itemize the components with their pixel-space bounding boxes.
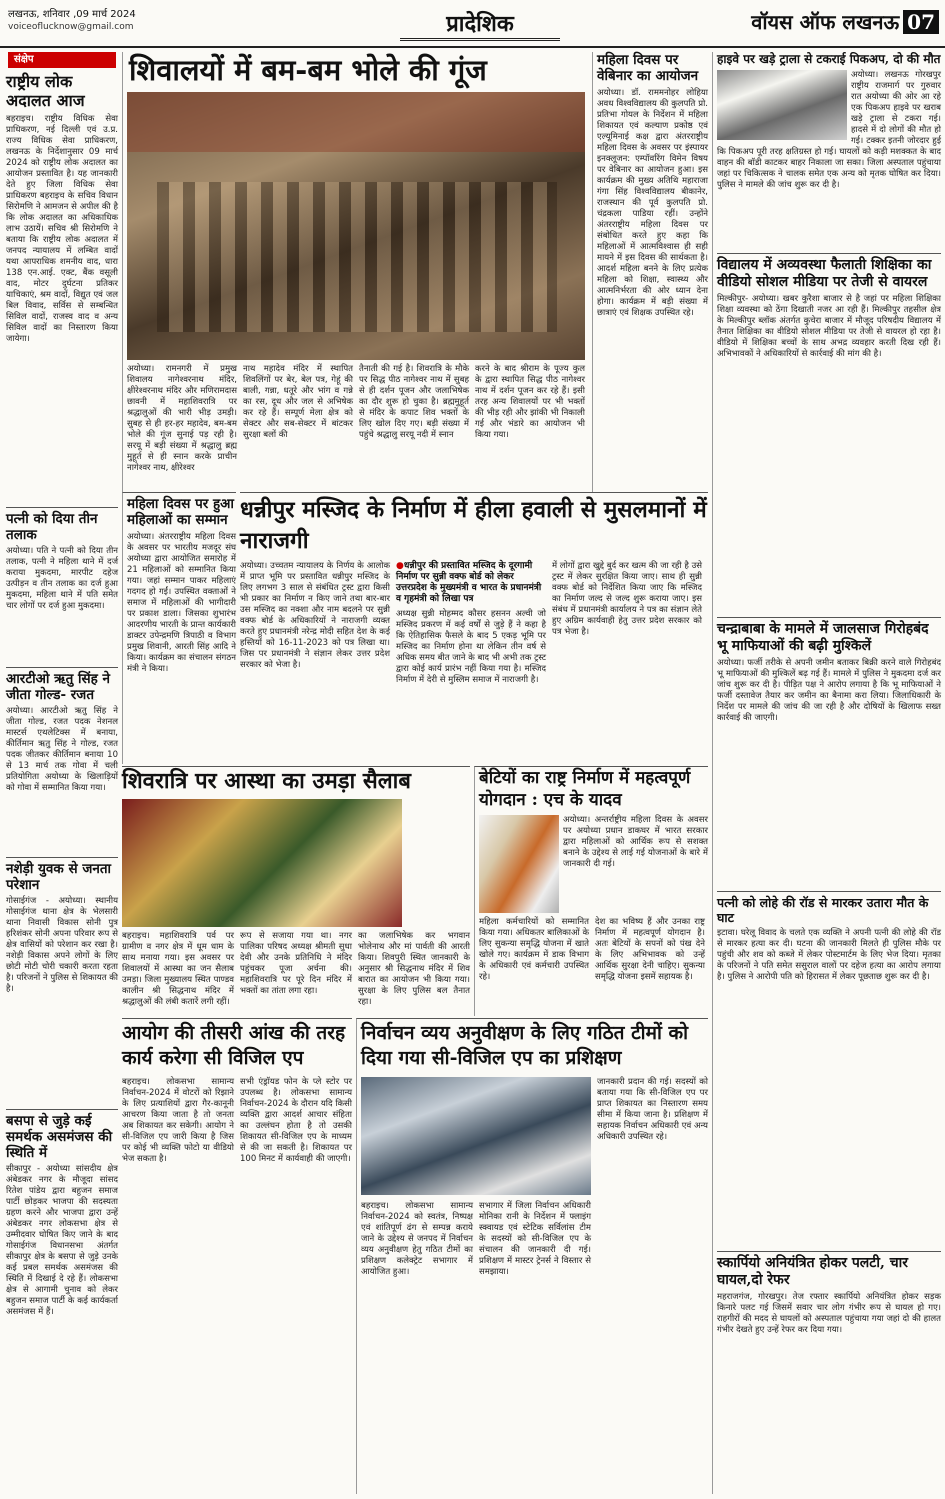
- cvigil-col-2: सभी एंड्रॉयड फोन के प्ले स्टोर पर उपलब्ध है। लोकसभा सामान्य निर्वाचन-2024 के दौरान यदि किसी व्यक्ति द्वारा आदर्श आचार संहिता का उल्लंघन होता है तो उसकी शिकायत सी-विजिल एप के माध्यम से की जा सकती है। शिकायत पर 100 मिनट में कार्यवाही की जाएगी।: [240, 1077, 352, 1164]
- lead-col-3: तैनाती की गई है। शिवरात्रि के मौके पर सिद्ध पीठ नागेश्वर नाथ में सुबह से ही दर्शन पूजन और जलाभिषेक का दौर शुरू हो चुका है। ब्रह्ममुहूर्त से मंदिर के कपाट शिव भक्तों के लिए खोल दिए गए। बड़ी संख्या में पहुंचे श्रद्धालु सरयू नदी में स्नान: [359, 364, 469, 440]
- date: लखनऊ, शनिवार ,09 मार्च 2024: [8, 9, 136, 20]
- left-article-1: बहराइच। राष्ट्रीय विधिक सेवा प्राधिकरण, नई दिल्ली एवं उ.प्र. राज्य विधिक सेवा प्राधिकरण, लखनऊ के निर्देशानुसार 09 मार्च 2024 को राष्ट्रीय लोक अदालत का आयोजन प्रस्तावित है। यह जानकारी देते हुए जिला विधिक सेवा प्राधिकरण बहराइच के सचिव विधान सिरोमणि ने आमजन से अपील की है कि लोक अदालत का अधिकाधिक लाभ उठायें। सचिव श्री सिरोमणि ने बताया कि राष्ट्रीय लोक अदालत में जनपद न्यायालय में लम्बित वादों यथा आपराधिक शमनीय वाद, धारा 138 एन.आई. एक्ट, बैंक वसूली वाद, मोटर दुर्घटना प्रतिकर याचिकाएं, श्रम वादों, विद्युत एवं जल बिल विवाद, सर्विस से सम्बन्धित सिविल वादों, राजस्व वाद व अन्य सिविल वादों का निस्तारण किया जायेगा।: [6, 114, 118, 344]
- shivratri-col-3: का जलाभिषेक कर भगवान भोलेनाथ और मां पार्वती की आरती किया। शिवपुरी स्थित जानकारी के अनुसार श्री सिद्धनाथ मंदिर में शिव बारात का आयोजन भी किया गया। सुरक्षा के लिए पुलिस बल तैनात रहा।: [358, 931, 470, 1007]
- daughters-col-2: महिला कर्मचारियों को सम्मानित किया गया। अधिकतर बालिकाओं के लिए सुकन्या समृद्धि योजना में खाते खोले गए। कार्यक्रम में डाक विभाग के अधिकारी एवं कर्मचारी उपस्थित रहे।: [479, 917, 589, 982]
- mosque-col-2: अध्यक्ष सुन्नी मोहम्मद कौसर हसनन अल्वी जो मस्जिद प्रकरण में कई वर्षों से जुड़े हैं ने कहा है कि ऐतिहासिक फैसले के बाद 5 एकड़ भूमि पर मस्जिद का निर्माण होना था लेकिन तीन वर्ष से अधिक समय बीत जाने के बाद भी अभी तक ट्रस्ट द्वारा कोई कार्य प्रारंभ नहीं किया गया है। मस्जिद निर्माण में देरी से मुस्लिम समाज में नाराजगी है।: [396, 609, 546, 685]
- right-headline-5: स्कार्पियो अनियंत्रित होकर पलटी, चार घायल,दो रेफर: [717, 1255, 908, 1288]
- right-headline-2: विद्यालय में अव्यवस्था फैलाती शिक्षिका का वीडियो सोशल मीडिया पर तेजी से वायरल: [717, 257, 932, 290]
- shivratri-col-2: रूप से सजाया गया था। नगर पालिका परिषद अध्यक्ष श्रीमती सुधा देवी और उनके प्रतिनिधि ने मंदिर पहुंचकर पूजा अर्चना की। महाशिवरात्रि पर पूरे दिन मंदिर में भक्तों का तांता लगा रहा।: [240, 931, 352, 996]
- training-col-1: बहराइच। लोकसभा सामान्य निर्वाचन-2024 को स्वतंत्र, निष्पक्ष एवं शांतिपूर्ण ढंग से सम्पन्न कराये जाने के उद्देश्य से जनपद में निर्वाचन व्यय अनुवीक्षण हेतु गठित टीमों का प्रशिक्षण कलेक्ट्रेट सभागार में आयोजित हुआ।: [361, 1201, 473, 1277]
- shivratri-story: [122, 766, 470, 1016]
- training-headline: निर्वाचन व्यय अनुवीक्षण के लिए गठित टीमों को दिया गया सी-विजिल एप का प्रशिक्षण: [361, 1022, 688, 1069]
- lead-story: [122, 52, 587, 492]
- lead-col-1: अयोध्या। रामनगरी में प्रमुख शिवालय नागेश्वरनाथ मंदिर, क्षीरेश्वरनाथ मंदिर और मणिरामदास छावनी में महाशिवरात्रि पर श्रद्धालुओं की भारी भीड़ उमड़ी। सुबह से ही हर-हर महादेव, बम-बम भोले की गूंज सुनाई पड़ रही है। सरयू में बड़ी संख्या में श्रद्धालु ब्रह्म मुहूर्त से ही स्नान करके प्राचीन नागेश्वर नाथ, क्षीरेश्वर: [127, 364, 237, 473]
- training-photo: [361, 1077, 591, 1195]
- webinar-story: [592, 52, 708, 492]
- webinar-headline: महिला दिवस पर वेबिनार का आयोजन: [597, 52, 699, 84]
- right-article-1: अयोध्या। लखनऊ गोरखपुर राष्ट्रीय राजमार्ग पर गुरुवार रात अयोध्या की ओर आ रहे एक पिकअप हाइवे पर खराब खड़े ट्राला से टकरा गई। हादसे में दो लोगों की मौत हो गई। टक्कर इतनी जोरदार हुई कि पिकअप पूरी तरह क्षतिग्रस्त हो गई। घायलों को कड़ी मशक्कत के बाद वाहन की बॉडी काटकर बाहर निकाला जा सका। जिला अस्पताल पहुंचाया जहां पर चिकित्सक ने चालक समेत एक अन्य को मृतक घोषित कर दिया। पुलिस ने मामले की जांच शुरू कर दी है।: [717, 70, 941, 190]
- right-column: [712, 52, 941, 1494]
- left-headline-3: आरटीओ ऋतु सिंह ने जीता गोल्ड- रजत: [6, 671, 111, 703]
- right-article-2: मिल्कीपुर- अयोध्या। खबर कुरैशा बाजार से है जहां पर महिला शिक्षिका शिक्षा व्यवस्था को ठेंगा दिखाती नजर आ रही हैं। मिल्कीपुर तहसील क्षेत्र के मिल्कीपुर ब्लॉक अंतर्गत कुचेरा बाजार में मौजूद परिषदीय विद्यालय में तैनात शिक्षिका का वीडियो सोशल मीडिया पर तेजी से वायरल हो रहा है। वीडियो में शिक्षिका बच्चों के साथ अभद्र व्यवहार करती दिख रही हैं। अभिभावकों ने अधिकारियों से कार्रवाई की मांग की है।: [717, 294, 941, 359]
- left-article-2: अयोध्या। पति ने पत्नी को दिया तीन तलाक, पत्नी ने महिला थाने में दर्ज कराया मुकदमा, मारपीट दहेज उत्पीड़न व तीन तलाक का दर्ज हुआ मुकदमा, महिला थाने में पति समेत चार लोगों पर दर्ज हुआ मुकदमा।: [6, 546, 118, 611]
- date-line: [8, 8, 136, 34]
- masthead: [0, 0, 945, 48]
- mosque-headline: धन्नीपुर मस्जिद के निर्माण में हीला हवाली से मुसलमानों में नाराजगी: [240, 497, 707, 554]
- mosque-col-3: में लोगों द्वारा खुद्दे बुर्द कर खत्म की जा रही है उसे ट्रस्ट में लेकर सुरक्षित किया जाए। साथ ही सुन्नी वक्फ बोर्ड को निर्देशित किया जाए कि मस्जिद का निर्माण जल्द से जल्द शुरू कराया जाए। इस संबंध में प्रधानमंत्री कार्यालय ने पत्र का संज्ञान लेते हुए अग्रिम कार्यवाही हेतु उत्तर प्रदेश सरकार को पत्र भेजा है।: [552, 561, 702, 637]
- left-article-5: सीकापुर - अयोध्या सांसदीय क्षेत्र अंबेडकर नगर के मौजूदा सांसद रितेश पांडेय द्वारा बहुजन समाज पार्टी छोड़कर भाजपा की सदस्यता ग्रहण करने और भाजपा द्वारा उन्हें अंबेडकर नगर लोकसभा क्षेत्र से उम्मीदवार घोषित किए जाने के बाद गोसाईगंज विधानसभा अंतर्गत सीकापुर क्षेत्र के बसपा से जुड़े उनके कई प्रबल समर्थक असमंजस की स्थिति में दिखाई दे रहे हैं। लोकसभा क्षेत्र से आगामी चुनाव को लेकर बहुजन समाज पार्टी के कई कार्यकर्ता असमंजस में हैं।: [6, 1164, 118, 1317]
- left-column: [6, 72, 118, 1494]
- right-headline-3: चन्द्राबाबा के मामले में जालसाज गिरोहबंद भू माफियाओं की बढ़ी मुश्किलें: [717, 621, 929, 654]
- left-headline-5: बसपा से जुड़े कई समर्थक असमंजस की स्थिति में: [6, 1113, 113, 1161]
- womens-day-body: अयोध्या। अंतरराष्ट्रीय महिला दिवस के अवसर पर भारतीय मजदूर संघ अयोध्या द्वारा आयोजित समारोह में 21 महिलाओं को सम्मानित किया गया। जहां सम्मान पाकर महिलाएं गदगद हो गईं। उपस्थित वक्ताओं ने समाज में महिलाओं की भागीदारी पर प्रकाश डाला। जिसका शुभारंभ आदरणीय भारती के प्रान्त कार्यकारी डाक्टर उपेन्द्रमणि त्रिपाठी व विभाग प्रमुख शिवानी, आरती सिंह आदि ने किया। कार्यक्रम का संचालन संगठन मंत्री ने किया।: [127, 532, 236, 674]
- accident-photo: [717, 70, 847, 140]
- brand-logo: वॉयस ऑफ लखनऊ: [751, 10, 900, 34]
- left-article-3: अयोध्या। आरटीओ ऋतु सिंह ने जीता गोल्ड, रजत पदक नेशनल मास्टर्स एथलेटिक्स में बनाया, कीर्तिमान ऋतु सिंह ने गोल्ड, रजत पदक जीतकर कीर्तिमान बनाया 10 से 13 मार्च तक गोवा में चली प्रतियोगिता अयोध्या के खिलाड़ियों को गोवा में सम्मानित किया गया।: [6, 706, 118, 793]
- right-headline-4: पत्नी को लोहे की रॉड से मारकर उतारा मौत के घाट: [717, 895, 929, 925]
- training-col-2: सभागार में जिला निर्वाचन अधिकारी मोनिका रानी के निर्देशन में फ्लाइंग स्क्वायड एवं स्टेटिक सर्विलांस टीम के सदस्यों को सी-विजिल एप के संचालन की जानकारी दी गई। प्रशिक्षण में मास्टर ट्रेनर्स ने विस्तार से समझाया।: [479, 1201, 591, 1277]
- section-title: प्रादेशिक: [400, 8, 560, 41]
- daughters-col-1: अयोध्या। अन्तर्राष्ट्रीय महिला दिवस के अवसर पर अयोध्या प्रधान डाकघर में भारत सरकार द्वारा महिलाओं को आर्थिक रूप से सशक्त बनाने के उद्देश्य से लाई गई योजनाओं के बारे में जानकारी दी गई।: [563, 815, 708, 869]
- daughters-headline: बेटियों का राष्ट्र निर्माण में महत्वपूर्ण योगदान : एच के यादव: [479, 768, 691, 810]
- lead-col-4: करने के बाद श्रीराम के पूज्य कुल के द्वारा स्थापित सिद्ध पीठ नागेश्वर नाथ में दर्शन पूजन कर रहे हैं। इसी तरह अन्य शिवालयों पर भी भक्तों की भीड़ रही और झांकी भी निकाली गई और भंडारे का आयोजन भी किया गया।: [475, 364, 585, 440]
- training-story: [356, 1018, 708, 1494]
- shivratri-photo: [122, 799, 402, 927]
- shivratri-headline: शिवरात्रि पर आस्था का उमड़ा सैलाब: [122, 768, 411, 794]
- womens-day-headline: महिला दिवस पर हुआ महिलाओं का सम्मान: [127, 496, 234, 528]
- brand-block: [751, 8, 939, 35]
- cvigil-col-1: बहराइच। लोकसभा सामान्य निर्वाचन-2024 में वोटरों को रिझाने के लिए प्रत्याशियों द्वारा गैर-कानूनी आचरण किया जाता है तो जनता अब शिकायत कर सकेगी। आयोग ने सी-विजिल एप जारी किया है जिस पर कोई भी व्यक्ति फोटो या वीडियो भेज सकता है।: [122, 1077, 234, 1164]
- left-article-4: गोसाईगंज - अयोध्या। स्थानीय गोसाईगंज थाना क्षेत्र के भेलसारी थाना निवासी विकास सोनी पुत्र हरिशंकर सोनी अपना परिवार रूप से क्षेत्र वासियों को परेशान कर रखा है। नशेड़ी विकास अपने लोगों के लिए छोटी मोटी चोरी चकारी करता रहता है। परिजनों ने पुलिस से शिकायत की है।: [6, 896, 118, 994]
- left-headline-2: पत्नी को दिया तीन तलाक: [6, 511, 98, 543]
- left-headline-4: नशेड़ी युवक से जनता परेशान: [6, 861, 112, 893]
- shivratri-col-1: बहराइच। महाशिवरात्रि पर्व पर ग्रामीण व नगर क्षेत्र में धूम धाम के साथ मनाया गया। इस अवसर पर शिवालयों में आस्था का जन सैलाब उमड़ा। जिला मुख्यालय स्थित पाण्डव कालीन श्री सिद्धनाथ मंदिर में श्रद्धालुओं की लंबी कतारें लगी रहीं।: [122, 931, 234, 1007]
- email: voiceoflucknow@gmail.com: [8, 22, 134, 32]
- sidebar-tag: संक्षेप: [8, 52, 116, 68]
- cvigil-story: [122, 1018, 352, 1494]
- mosque-col-1: अयोध्या। उच्चतम न्यायालय के निर्णय के आलोक में प्राप्त भूमि पर प्रस्तावित धन्नीपुर मस्जिद के लिए लगभग 3 साल से संबंधित ट्रस्ट द्वारा किसी भी प्रकार का निर्माण न किए जाने तथा बार-बार उस मस्जिद का नक्शा और नाम बदलने पर सुन्नी वक्फ बोर्ड के अधिकारियों ने नाराजगी व्यक्त करते हुए प्रधानमंत्री नरेन्द्र मोदी सहित देश के कई हस्तियों को 16-11-2023 को पत्र लिखा था। जिस पर प्रधानमंत्री ने संज्ञान लेकर उत्तर प्रदेश सरकार को भेजा है।: [240, 561, 390, 670]
- training-col-3: जानकारी प्रदान की गई। सदस्यों को बताया गया कि सी-विजिल एप पर प्राप्त शिकायत का निस्तारण समय सीमा में किया जाना है। प्रशिक्षण में सहायक निर्वाचन अधिकारी एवं अन्य अधिकारी उपस्थित रहे।: [597, 1077, 708, 1142]
- right-article-4: इटावा। घरेलू विवाद के चलते एक व्यक्ति ने अपनी पत्नी की लोहे की रॉड से मारकर हत्या कर दी। घटना की जानकारी मिलते ही पुलिस मौके पर पहुंची और शव को कब्जे में लेकर पोस्टमार्टम के लिए भेज दिया। मृतका के परिजनों ने पति समेत ससुराल वालों पर दहेज हत्या का आरोप लगाया है। पुलिस ने आरोपी पति को हिरासत में लेकर पूछताछ शुरू कर दी है।: [717, 928, 941, 982]
- cvigil-headline: आयोग की तीसरी आंख की तरह कार्य करेगा सी विजिल एप: [122, 1022, 346, 1069]
- webinar-body: अयोध्या। डॉ. राममनोहर लोहिया अवध विश्वविद्यालय की कुलपति प्रो. प्रतिभा गोयल के निर्देशन में महिला शिकायत एवं कल्याण प्रकोष्ठ एवं एल्यूमिनाई कक्ष द्वारा अंतरराष्ट्रीय महिला दिवस के अवसर पर इंस्पायर इनक्लूजन: एम्पॉवरिंग विमेन विषय पर वेबिनार का आयोजन हुआ। इस कार्यक्रम की मुख्य अतिथि महाराजा गंगा सिंह विश्वविद्यालय बीकानेर, राजस्थान की पूर्व कुलपति प्रो. चंद्रकला पाडिया रहीं। उन्होंने अंतरराष्ट्रीय महिला दिवस पर संबोधित करते हुए कहा कि महिलाओं में आत्मविश्वास ही सही मायने में इस दिवस की सार्थकता है। आदर्श महिला बनने के लिए प्रत्येक महिला को शिक्षा, स्वास्थ्य और आत्मनिर्भरता की ओर ध्यान देना होगा। कार्यक्रम में बड़ी संख्या में छात्राएं एवं शिक्षक उपस्थित रहे।: [597, 88, 708, 318]
- page-number: 07: [903, 10, 939, 34]
- lead-headline: शिवालयों में बम-बम भोले की गूंज: [129, 53, 487, 87]
- mosque-highlight: ● धन्नीपुर की प्रस्तावित मस्जिद के दूरगामी निर्माण पर सुन्नी वक्फ बोर्ड को लेकर उत्तरप्रदेश के मुख्यमंत्री व भारत के प्रधानमंत्री व गृहमंत्री को लिखा पत्र: [396, 561, 546, 605]
- right-article-3: अयोध्या। फर्जी तरीके से अपनी जमीन बताकर बिक्री करने वाले गिरोहबंद भू माफियाओं की मुश्किलें बढ़ गई हैं। मामले में पुलिस ने मुकदमा दर्ज कर जांच शुरू कर दी है। पीड़ित पक्ष ने आरोप लगाया है कि भू माफियाओं ने फर्जी दस्तावेज तैयार कर जमीन का बैनामा करा लिया। जिलाधिकारी के निर्देश पर मामले की जांच की जा रही है और दोषियों के खिलाफ सख्त कार्रवाई की जाएगी।: [717, 658, 941, 723]
- right-headline-1: हाइवे पर खड़े ट्राला से टकराई पिकअप, दो की मौत: [717, 52, 941, 66]
- lead-photo: [127, 92, 585, 360]
- daughters-col-3: देश का भविष्य हैं और उनका राष्ट्र निर्माण में महत्वपूर्ण योगदान है। अतः बेटियों के सपनों को पंख देने के लिए अभिभावक को उन्हें आर्थिक सुरक्षा देनी चाहिए। सुकन्या समृद्धि योजना इसमें सहायक है।: [595, 917, 705, 982]
- right-article-5: महराजगंज, गोरखपुर। तेज रफ्तार स्कार्पियो अनियंत्रित होकर सड़क किनारे पलट गई जिसमें सवार चार लोग गंभीर रूप से घायल हो गए। राहगीरों की मदद से घायलों को अस्पताल पहुंचाया गया जहां दो की हालत गंभीर देखते हुए उन्हें रेफर कर दिया गया।: [717, 1292, 941, 1335]
- daughters-story: [474, 766, 708, 1016]
- lead-col-2: नाथ महादेव मंदिर में स्थापित शिवलिंगों पर बेर, बेल पत्र, गेहूं की बाली, गन्ना, धतूरे और भांग व गन्ने का रस, दूध और जल से अभिषेक कर रहे हैं। सम्पूर्ण मेला क्षेत्र को सेक्टर और सब-सेक्टर में बांटकर सुरक्षा बलों की: [243, 364, 353, 440]
- left-headline-1: राष्ट्रीय लोक अदालत आज: [6, 72, 85, 110]
- daughters-photo: [479, 815, 559, 913]
- womens-day-story: [122, 492, 236, 764]
- mosque-story: [240, 492, 708, 764]
